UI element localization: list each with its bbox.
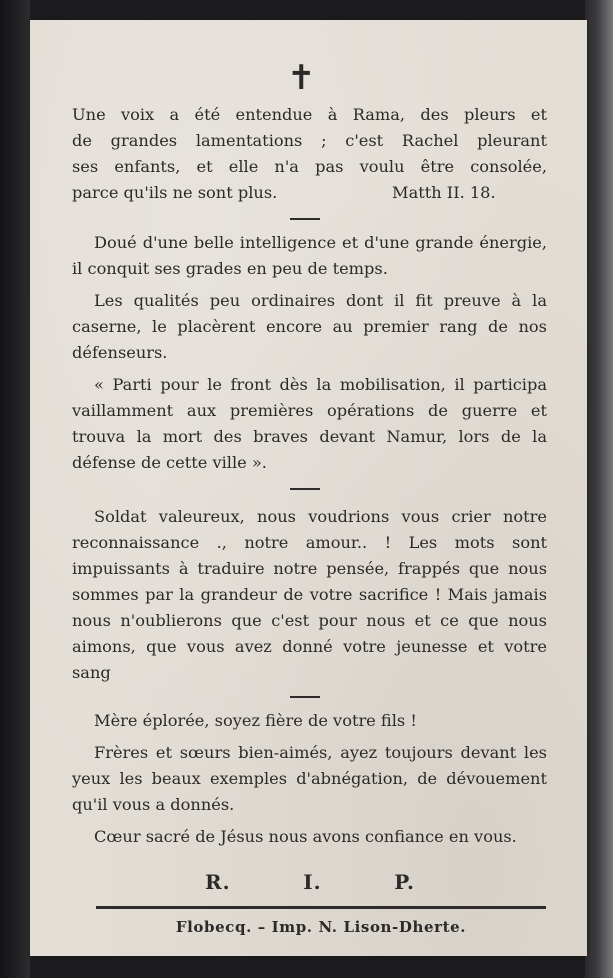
- epigraph-line-3: ses enfants, et elle n'a pas voulu être consolée,: [72, 157, 547, 176]
- divider-1: [290, 218, 320, 220]
- rip-line: [205, 870, 415, 894]
- divider-3: [290, 696, 320, 698]
- paragraph-intelligence: Doué d'une belle intelligence et d'une grande énergie, il conquit ses grades en peu de temps.: [72, 233, 547, 278]
- rip-r: R.: [205, 870, 231, 894]
- paragraph-qualities: Les qualités peu ordinaires dont il fit preuve à la caserne, le placèrent encore au premier rang de nos défenseurs.: [72, 291, 547, 362]
- epigraph-line-1: Une voix a été entendue à Rama, des pleurs et: [72, 105, 547, 124]
- paragraph-soldier: Soldat valeureux, nous voudrions vous crier notre reconnaissance ., notre amour.. ! Les mots sont impuissants à traduire notre pensée, frappés que nous sommes par la grandeur de votre sacrifice ! Mais jamais nous n'oublierons que c'est pour nous et ce que nous aimons, que vous avez donné votre jeunesse et votre sang: [72, 507, 547, 682]
- frame-right-edge: [585, 0, 613, 978]
- cross-icon: ✝: [287, 58, 316, 98]
- epigraph-line-4: parce qu'ils ne sont plus.: [72, 183, 278, 202]
- paragraph-mother: Mère éplorée, soyez fière de votre fils !: [94, 711, 417, 730]
- paragraph-front: « Parti pour le front dès la mobilisation, il participa vaillamment aux premières opérations de guerre et trouva la mort des braves devant Namur, lors de la défense de cette ville ».: [72, 375, 547, 472]
- paragraph-siblings: Frères et sœurs bien-aimés, ayez toujours devant les yeux les beaux exemples d'abnégation, de dévouement qu'il vous a donnés.: [72, 743, 547, 814]
- epigraph-line-2: de grandes lamentations ; c'est Rachel pleurant: [72, 131, 547, 150]
- rip-p: P.: [394, 870, 415, 894]
- frame-left-edge: [0, 0, 30, 978]
- paragraph-sacred-heart: Cœur sacré de Jésus nous avons confiance en vous.: [94, 827, 517, 846]
- printer-imprint: Flobecq. – Imp. N. Lison-Dherte.: [175, 918, 467, 936]
- bottom-rule: [96, 906, 546, 909]
- rip-i: I.: [303, 870, 322, 894]
- divider-2: [290, 488, 320, 490]
- epigraph-reference: Matth II. 18.: [392, 183, 496, 202]
